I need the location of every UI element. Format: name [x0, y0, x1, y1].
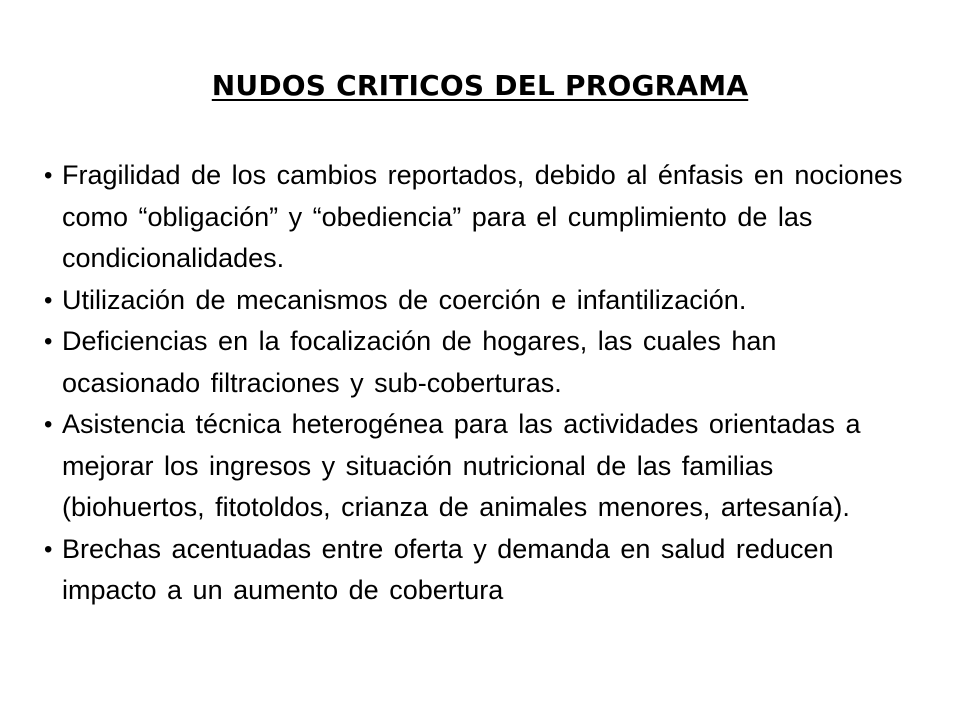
- bullet-item: [44, 529, 924, 612]
- bullet-text: Asistencia técnica heterogénea para las actividades orientadas a mejorar los ingresos y situación nutricional de las familias (biohuertos, fitotoldos, crianza de animales menores, artesanía).: [62, 409, 861, 522]
- bullet-dot-icon: •: [44, 328, 53, 355]
- bullet-item: [44, 280, 924, 322]
- bullet-item: [44, 155, 924, 280]
- bullet-text: Utilización de mecanismos de coerción e infantilización.: [62, 284, 747, 315]
- bullet-dot-icon: •: [44, 286, 53, 314]
- slide-title: NUDOS CRITICOS DEL PROGRAMA: [211, 69, 749, 102]
- bullet-dot-icon: •: [44, 411, 53, 438]
- bullet-text: Fragilidad de los cambios reportados, debido al énfasis en nociones como “obligación” y “obediencia” para el cumplimiento de las condicionalidades.: [62, 160, 903, 273]
- bullet-list: [44, 155, 924, 612]
- bullet-text: Brechas acentuadas entre oferta y demanda en salud reducen impacto a un aumento de cobertura: [62, 533, 834, 605]
- bullet-dot-icon: •: [44, 162, 53, 189]
- bullet-text: Deficiencias en la focalización de hogares, las cuales han ocasionado filtraciones y sub-coberturas.: [62, 326, 777, 398]
- bullet-item: [44, 404, 924, 529]
- bullet-dot-icon: •: [44, 535, 53, 563]
- bullet-item: [44, 321, 924, 404]
